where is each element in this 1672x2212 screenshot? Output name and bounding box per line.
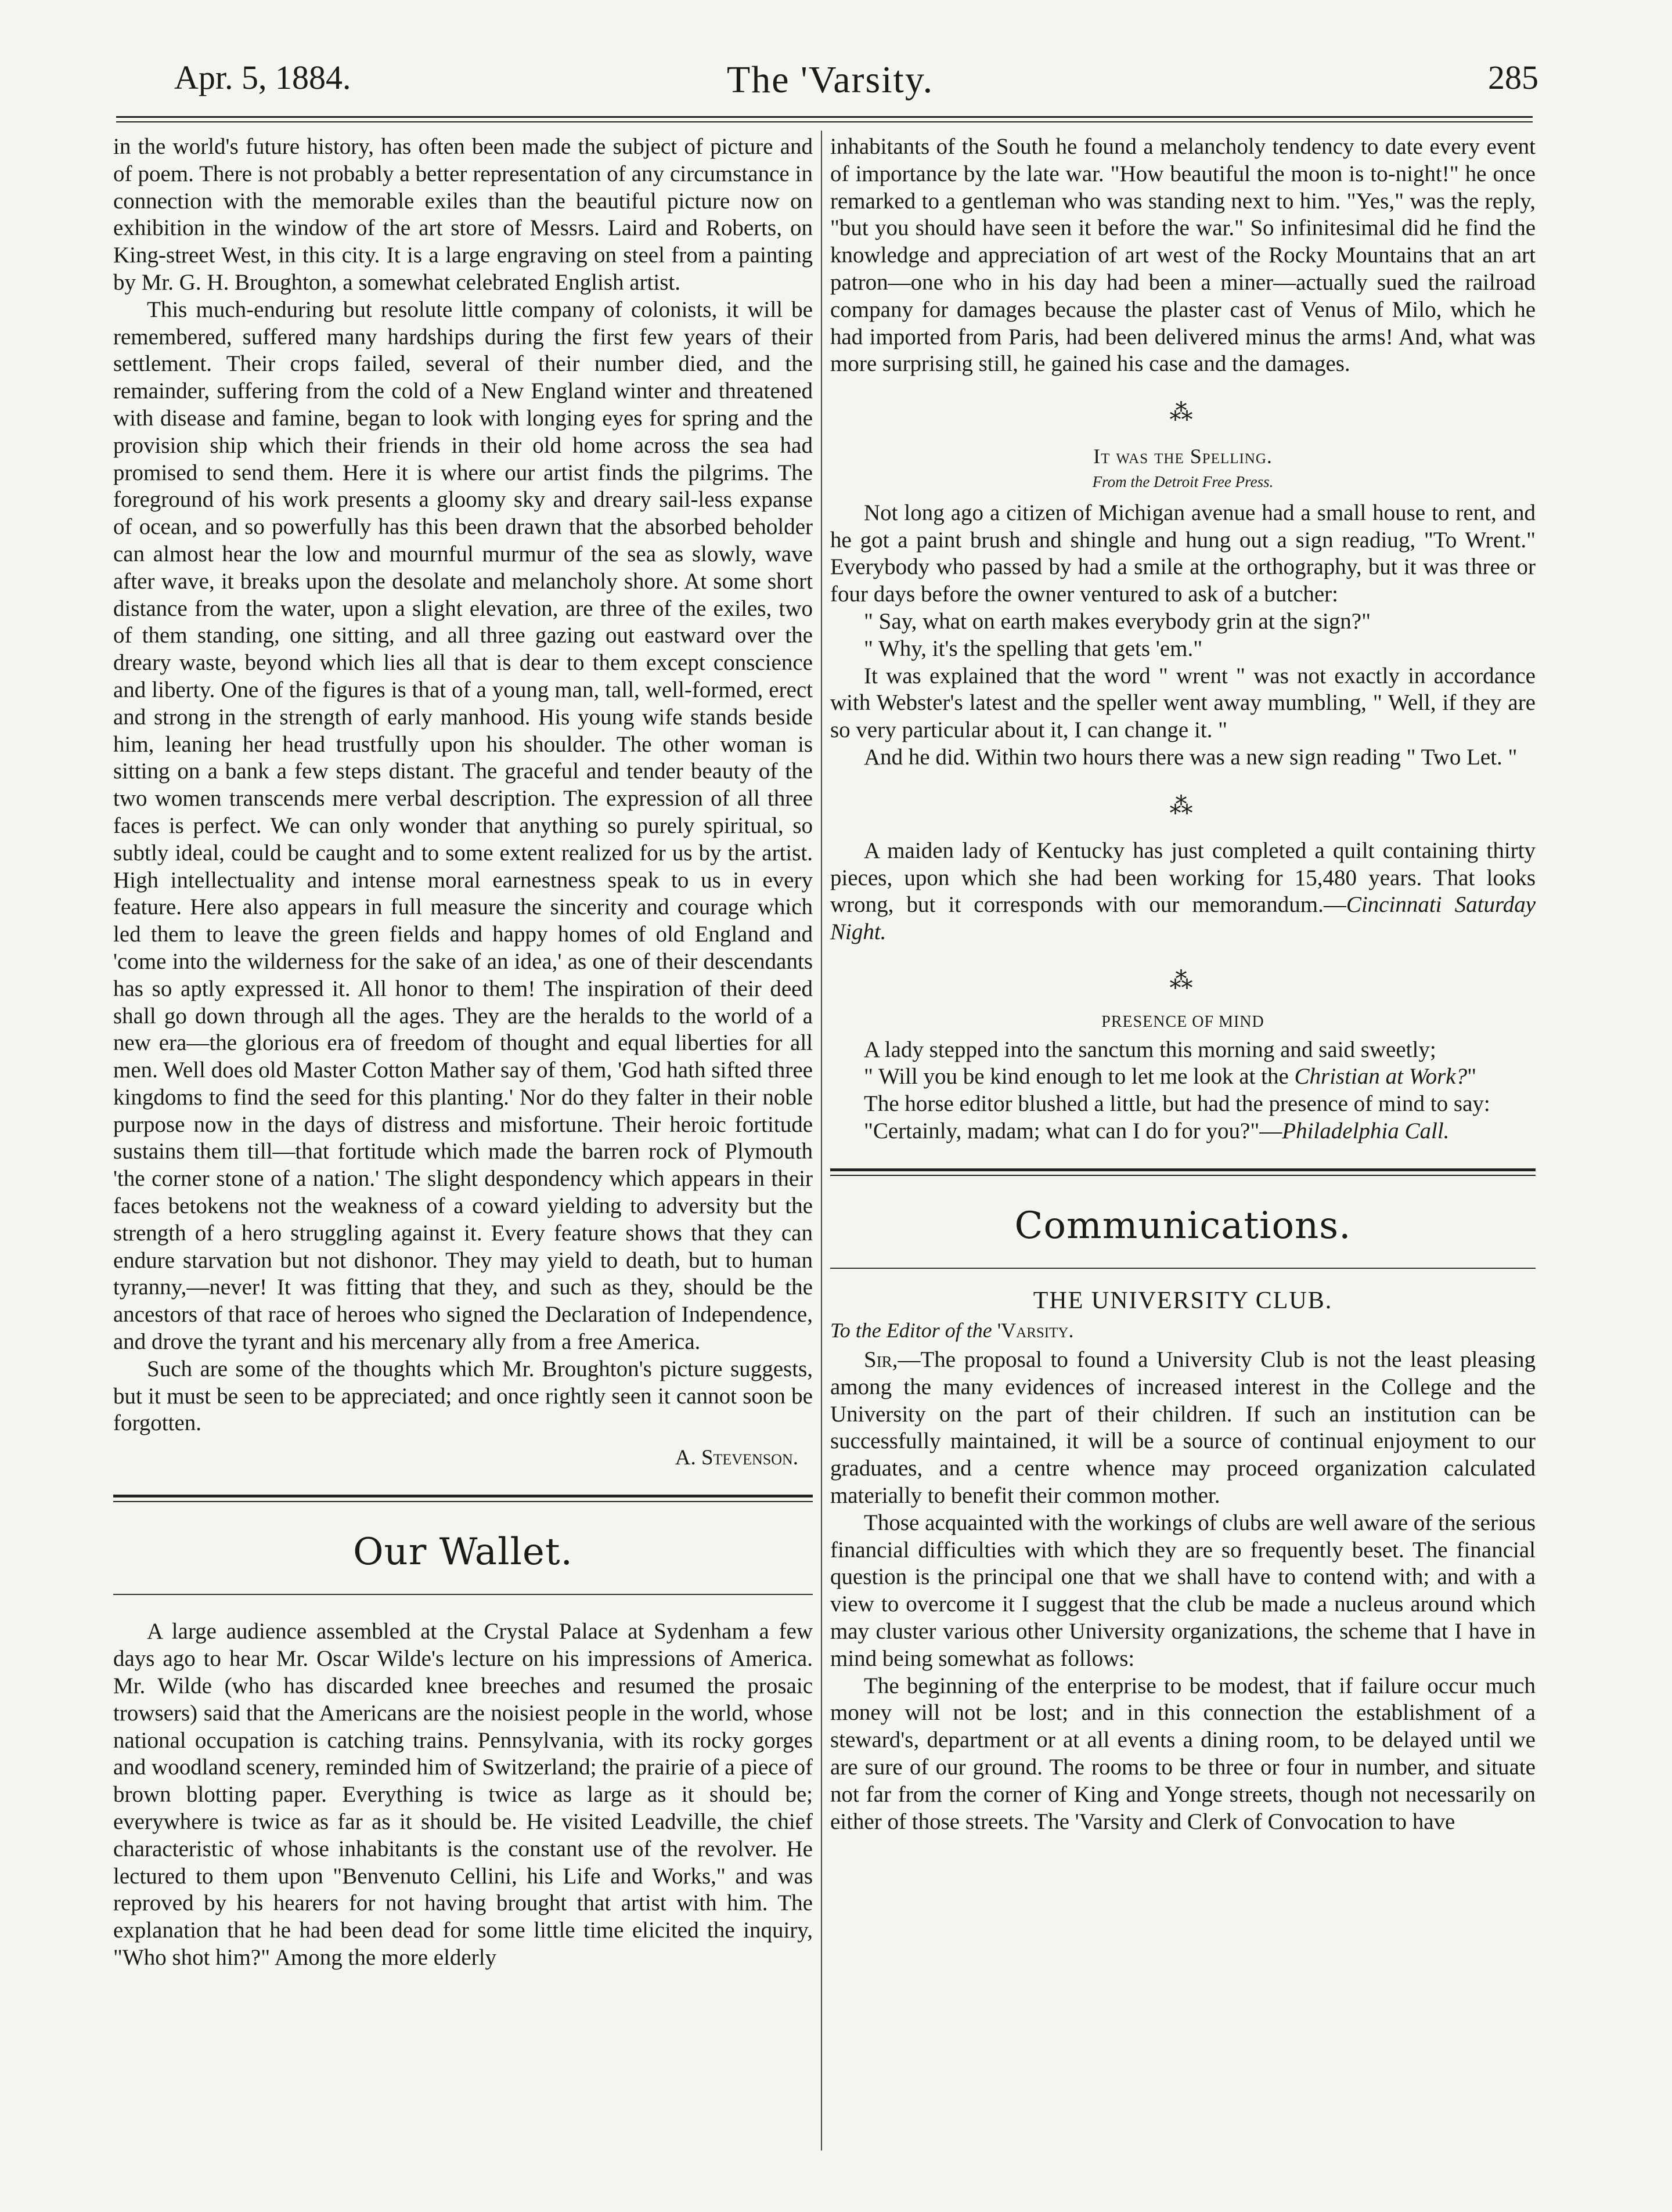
spelling-heading: It was the Spelling. [1093, 445, 1273, 468]
wallet-heading: Our Wallet. [353, 1530, 573, 1574]
author-signature: A. Stevenson. [675, 1446, 798, 1470]
article-paragraph: Such are some of the thoughts which Mr. Broughton's picture suggests, but it must be seen to be appreciated; and once rightly seen it cannot soon be forgotten. [113, 1356, 813, 1436]
article-paragraph: This much-enduring but resolute little company of colonists, it will be remembered, suffered many hardships during the first few years of their settlement. Their crops failed, several of their number died, and the remainder, suffering from the cold of a New England winter and threatened with disease and famine, began to look with longing eyes for spring and the provision ship which their friends in their old home across the sea had promised to send them. Here it is where our artist finds the pilgrims. The foreground of his work presents a gloomy sky and dreary sail-less expanse of ocean, and so powerfully has this been drawn that the absorbed beholder can almost hear the low and mournful murmur of the sea as slowly, wave after wave, it breaks upon the desolate and melancholy shore. At some short distance from the water, upon a slight elevation, are three of the exiles, two of them standing, one sitting, and all three gazing out eastward over the dreary waste, beyond which lies all that is dear to them except conscience and liberty. One of the figures is that of a young man, tall, well-formed, erect and strong in the strength of early manhood. His young wife stands beside him, leaning her head trustfully upon his shoulder. The other woman is sitting on a bank a few steps distant. The graceful and tender beauty of the two women transcends mere verbal description. The expression of all three faces is perfect. We can only wonder that anything so purely spiritual, so subtly ideal, could be caught and to some extent realized for us by the artist. High intellectuality and intense moral earnestness speak to us in every feature. Here also appears in full measure the sincerity and courage which led them to leave the green fields and happy homes of old England and 'come into the wilderness for the sake of an idea,' as one of their descendants has so aptly expressed it. All honor to them! The inspiration of their deed shall go down through all the ages. They are the heralds to the world of a new era—the glorious era of freedom of thought and equal liberties for all men. Well does old Master Cotton Mather say of them, 'God hath sifted three kingdoms to find the seed for this planting.' Nor do they falter in their noble purpose now in the days of distress and misfortune. Their heroic fortitude sustains them till—that fortitude which made the barren rock of Plymouth 'the corner stone of a nation.' The slight despondency which appears in their faces betokens not the weakness of a coward yielding to adversity but the strength of a hero struggling against it. Every feature shows that they can endure starvation but not dishonor. They may yield to death, but to human tyranny,—never! It was fitting that they, and such as they, should be the ancestors of that race of heroes who signed the Declaration of Independence, and drove the tyrant and his mercenary ally from a free America. [113, 297, 813, 1355]
spelling-quote: " Why, it's the spelling that gets 'em." [864, 636, 1203, 661]
presence-paragraph: A lady stepped into the sanctum this morning and said sweetly; [864, 1037, 1436, 1062]
masthead-title: The 'Varsity. [726, 59, 934, 101]
to-editor-text: To the Editor of the [830, 1318, 992, 1342]
presence-paragraph: The horse editor blushed a little, but had the presence of mind to say: [864, 1091, 1490, 1117]
heading-rule [830, 1268, 1536, 1269]
presence-quote-start: " Will you be kind enough to let me look at the [864, 1064, 1295, 1089]
spelling-paragraph: And he did. Within two hours there was a new sign reading " Two Let. " [864, 744, 1518, 770]
presence-paragraph [830, 1063, 1536, 1091]
club-paragraph [830, 1347, 1536, 1510]
presence-quote-end: " [1467, 1064, 1477, 1089]
club-paragraph-text: —The proposal to found a University Club is not the least pleasing among the many evidences of increased interest in the College and the University on the part of their children. If such an institution can be successfully maintained, it will be a source of continual enjoyment to our graduates, and a centre whence may proceed organization calculated materially to benefit their common mother. [830, 1347, 1536, 1509]
presence-reply: "Certainly, madam; what can I do for you?"— [864, 1118, 1282, 1143]
club-paragraph: The beginning of the enterprise to be modest, that if failure occur much money will not be lost; and in this connection the establishment of a steward's, department or at all events a dining room, to be delayed until we are sure of our ground. The rooms to be three or four in number, and situate not far from the corner of King and Yonge streets, though not necessarily on either of those streets. The 'Varsity and Clerk of Convocation to have [830, 1673, 1536, 1834]
to-editor-line [830, 1318, 1536, 1343]
kentucky-source: Cincinnati Saturday Night. [830, 892, 1536, 945]
article-paragraph: in the world's future history, has often been made the subject of picture and of poem. There is not probably a better representation of any circumstance in connection with the memorable exiles than the beautiful picture now on exhibition in the window of the art store of Messrs. Laird and Roberts, on King-street West, in this city. It is a large engraving on steel from a painting by Mr. G. H. Broughton, a somewhat celebrated English artist. [113, 134, 813, 295]
presence-quote-italic: Christian at Work? [1294, 1064, 1468, 1089]
spelling-source: From the Detroit Free Press. [1092, 473, 1274, 491]
club-paragraph: Those acquainted with the workings of clubs are well aware of the serious financial difficulties with which they are so frequently beset. The financial question is the principal one that we shall have to contend with; and with a view to overcome it I suggest that the club be made a nucleus around which may cluster various other University organizations, the scheme that I have in mind being somewhat as follows: [830, 1510, 1536, 1671]
right-column [830, 133, 1536, 1835]
page-header [116, 58, 1544, 110]
header-rule [116, 116, 1533, 122]
continued-paragraph: inhabitants of the South he found a melancholy tendency to date every event of importance by the late war. "How beautiful the moon is to-night!" he once remarked to a gentleman who was standing next to him. "Yes," was the reply, "but you should have seen it before the war." So infinitesimal did he find the knowledge and appreciation of art west of the Rocky Mountains that an art patron—one who in his day had been a miner—actually sued the railroad company for damages because the plaster cast of Venus of Milo, which he had imported from Paris, had been delivered minus the arms! And, what was more surprising still, he gained his case and the damages. [830, 134, 1536, 377]
left-column [113, 133, 813, 1972]
column-divider [821, 131, 822, 2150]
club-heading: THE UNIVERSITY CLUB. [1033, 1287, 1333, 1315]
kentucky-paragraph [830, 838, 1536, 946]
section-rule [830, 1168, 1536, 1176]
spelling-paragraph: Not long ago a citizen of Michigan avenue had a small house to rent, and he got a paint brush and shingle and hung out a sign readiug, "To Wrent." Everybody who passed by had a smile at the orthography, but it was three or four days before the owner ventured to ask of a butcher: [830, 500, 1536, 607]
club-salutation: Sir, [864, 1347, 898, 1373]
asterism: ⁂ [1169, 792, 1197, 819]
asterism: ⁂ [1169, 399, 1197, 426]
to-editor-paper: 'Varsity. [997, 1318, 1074, 1342]
heading-rule [113, 1594, 813, 1595]
section-rule [113, 1495, 813, 1502]
communications-heading: Communications. [1014, 1204, 1352, 1247]
kentucky-text: A maiden lady of Kentucky has just completed a quilt containing thirty pieces, upon which she had been working for 15,480 years. That looks wrong, but it corresponds with our memorandum.— [830, 838, 1536, 918]
wallet-paragraph: A large audience assembled at the Crystal Palace at Sydenham a few days ago to hear Mr. Oscar Wilde's lecture on his impressions of America. Mr. Wilde (who has discarded knee breeches and resumed the prosaic trowsers) said that the Americans are the noisiest people in the world, whose national occupation is catching trains. Pennsylvania, with its rocky gorges and woodland scenery, reminded him of Switzerland; the prairie of a piece of brown blotting paper. Everything is twice as large as it should be; everywhere is twice as far as it should be. He visited Leadville, the chief characteristic of whose inhabitants is the constant use of the revolver. He lectured to them upon "Benvenuto Cellini, his Life and Works," and was reproved by his hearers for not having brought that artist with him. The explanation that he had been dead for some little time elicited the inquiry, "Who shot him?" Among the more elderly [113, 1619, 813, 1970]
presence-source: Philadelphia Call. [1282, 1118, 1450, 1143]
spelling-quote: " Say, what on earth makes everybody grin at the sign?" [864, 608, 1371, 634]
issue-date: Apr. 5, 1884. [174, 59, 351, 96]
asterism: ⁂ [1169, 967, 1197, 994]
page-number: 285 [1488, 59, 1538, 96]
presence-heading: PRESENCE OF MIND [1101, 1012, 1264, 1031]
spelling-paragraph: It was explained that the word " wrent " was not exactly in accordance with Webster's latest and the speller went away mumbling, " Well, if they are so very particular about it, I can change it. " [830, 663, 1536, 743]
presence-paragraph [830, 1118, 1536, 1145]
